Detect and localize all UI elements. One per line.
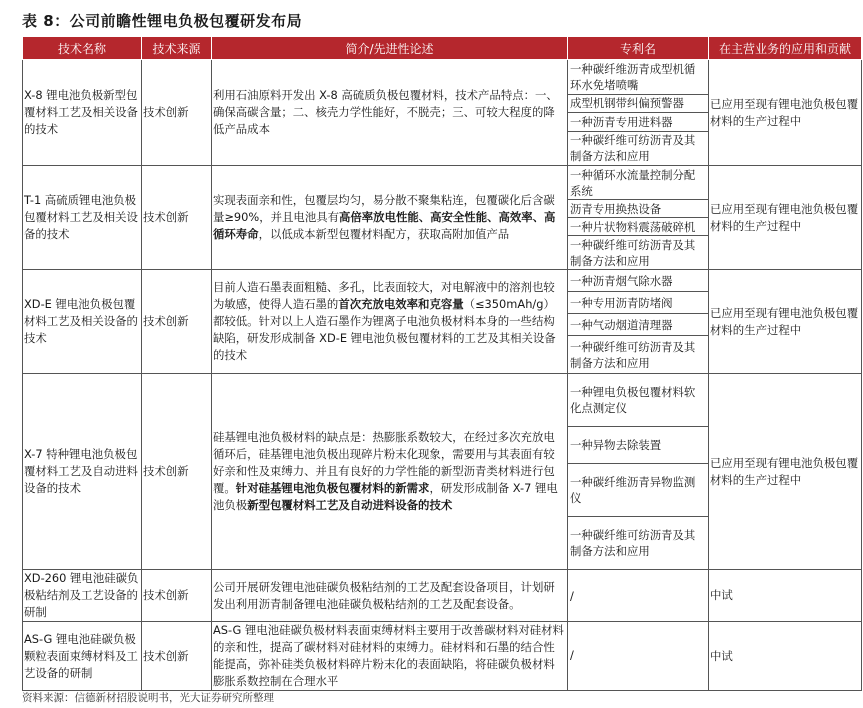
description-highlight: 高倍率放电性能、高安全性能、高效率、高循环寿命 <box>213 210 556 241</box>
patent-item: 一种循环水流量控制分配系统 <box>568 166 708 200</box>
tech-name-cell: AS-G 锂电池硅碳负极颗粒表面束缚材料及工艺设备的研制 <box>23 622 142 691</box>
description-text: 实现表面亲和性，包覆层均匀，易分散不聚集粘连，包覆碳化后含碳量≥90%，并且电池具有 <box>213 193 555 224</box>
description-highlight: 首次充放电效率和克容量 <box>338 297 464 311</box>
application-cell: 已应用至现有锂电池负极包覆材料的生产过程中 <box>709 60 862 166</box>
patent-item: 一种碳纤维可纺沥青及其制备方法和应用 <box>570 528 696 558</box>
tech-source-cell: 技术创新 <box>142 166 212 270</box>
tech-source-cell: 技术创新 <box>142 622 212 691</box>
description-text: 公司开展研发锂电池硅碳负极粘结剂的工艺及配套设备项目，计划研发出利用沥青制备锂电池硅碳负极粘结剂的工艺及配套设备。 <box>213 579 555 611</box>
patent-item: 一种专用沥青防堵阀 <box>568 292 708 314</box>
application-cell: 已应用至现有锂电池负极包覆材料的生产过程中 <box>709 270 862 374</box>
table-row <box>23 270 862 374</box>
patent-item: 成型机钢带纠偏预警器 <box>568 95 708 114</box>
patent-item: / <box>570 588 574 603</box>
table-row <box>23 622 862 691</box>
table-header-row <box>23 37 862 60</box>
patent-item: 一种气动烟道清理器 <box>568 314 708 336</box>
patent-item: 一种碳纤维沥青成型机循环水免堵喷嘴 <box>568 60 708 95</box>
tech-source-cell: 技术创新 <box>142 60 212 166</box>
tech-name-cell: X-7 特种锂电池负极包覆材料工艺及自动进料设备的技术 <box>23 374 142 570</box>
patent-item: 一种碳纤维可纺沥青及其制备方法和应用 <box>570 133 696 164</box>
description-cell <box>212 166 568 270</box>
description-text: 利用石油原料开发出 X-8 高硫质负极包覆材料，技术产品特点：一、确保高碳含量；二、核壳力学性能好，不脱壳；三、可较大程度的降低产品成本 <box>213 88 558 136</box>
table-title: 表 8：公司前瞻性锂电负极包覆研发布局 <box>22 12 303 30</box>
tech-source-cell: 技术创新 <box>142 374 212 570</box>
description-text: 硅基锂电池负极材料的缺点是：热膨胀系数较大，在经过多次充放电循环后，硅基锂电池负极出现碎片粉末化现象，需要用与其表面有较好亲和性及束缚力、并且有良好的力学性能的新型沥青类材料进行包覆。 <box>213 430 555 495</box>
description-text: ，以低成本新型包覆材料配方，获取高附加值产品 <box>258 227 510 241</box>
table-row <box>23 570 862 622</box>
patent-cell <box>568 570 709 622</box>
description-cell <box>212 270 568 374</box>
patent-cell <box>568 60 709 166</box>
application-cell: 已应用至现有锂电池负极包覆材料的生产过程中 <box>709 166 862 270</box>
rd-layout-table <box>22 36 862 691</box>
description-text: （≤350mAh/g）都较低。针对以上人造石墨作为锂离子电池负极材料本身的一些结构缺陷，研发形成制备 XD-E 锂电池负极包覆材料的工艺及其相关设备的技术 <box>213 297 556 362</box>
patent-item: 一种碳纤维沥青异物监测仪 <box>568 464 708 517</box>
description-cell <box>212 622 568 691</box>
patent-cell <box>568 166 709 270</box>
description-highlight: 新型包覆材料工艺及自动进料设备的技术 <box>247 498 453 512</box>
patent-cell <box>568 270 709 374</box>
description-cell <box>212 374 568 570</box>
tech-name-cell: XD-E 锂电池负极包覆材料工艺及相关设备的技术 <box>23 270 142 374</box>
patent-item: 一种碳纤维可纺沥青及其制备方法和应用 <box>570 237 696 268</box>
description-cell <box>212 570 568 622</box>
patent-cell <box>568 374 709 570</box>
application-cell: 中试 <box>709 570 862 622</box>
tech-source-cell: 技术创新 <box>142 270 212 374</box>
patent-item: 沥青专用换热设备 <box>568 200 708 218</box>
source-note: 资料来源：信德新材招股说明书，光大证券研究所整理 <box>22 692 274 704</box>
tech-name-cell: T-1 高硫质锂电池负极包覆材料工艺及相关设备的技术 <box>23 166 142 270</box>
patent-cell <box>568 622 709 691</box>
header-description: 简介/先进性论述 <box>212 37 568 60</box>
patent-item: 一种碳纤维可纺沥青及其制备方法和应用 <box>570 339 696 370</box>
table-row <box>23 374 862 570</box>
application-cell: 已应用至现有锂电池负极包覆材料的生产过程中 <box>709 374 862 570</box>
header-tech-source: 技术来源 <box>142 37 212 60</box>
header-patent: 专利名 <box>568 37 709 60</box>
patent-item: 一种片状物料震荡破碎机 <box>568 218 708 236</box>
tech-name-cell: X-8 锂电池负极新型包覆材料工艺及相关设备的技术 <box>23 60 142 166</box>
tech-name-cell: XD-260 锂电池硅碳负极粘结剂及工艺设备的研制 <box>23 570 142 622</box>
patent-item: 一种异物去除装置 <box>568 427 708 464</box>
description-text: 目前人造石墨表面粗糙、多孔，比表面较大，对电解液中的溶剂也较为敏感，使得人造石墨的 <box>213 280 555 311</box>
patent-item: / <box>570 648 574 662</box>
application-cell: 中试 <box>709 622 862 691</box>
header-tech-name: 技术名称 <box>23 37 142 60</box>
patent-item: 一种锂电负极包覆材料软化点测定仪 <box>568 374 708 427</box>
description-text: AS-G 锂电池硅碳负极材料表面束缚材料主要用于改善碳材料对硅材料的亲和性，提高了碳材料对硅材料的束缚力。硅材料和石墨的结合性能提高，弥补硅类负极材料碎片粉末化的表面缺陷，将硅碳负极材料膨胀系数控制在合理水平 <box>213 623 564 688</box>
patent-item: 一种沥青烟气除水器 <box>568 270 708 292</box>
table-row <box>23 166 862 270</box>
description-cell <box>212 60 568 166</box>
patent-item: 一种沥青专用进料器 <box>568 113 708 132</box>
header-application: 在主营业务的应用和贡献 <box>709 37 862 60</box>
description-highlight: 针对硅基锂电池负极包覆材料的新需求 <box>235 481 430 495</box>
table-row <box>23 60 862 166</box>
description-text: ，研发形成制备 X-7 锂电池负极 <box>213 481 558 512</box>
tech-source-cell: 技术创新 <box>142 570 212 622</box>
